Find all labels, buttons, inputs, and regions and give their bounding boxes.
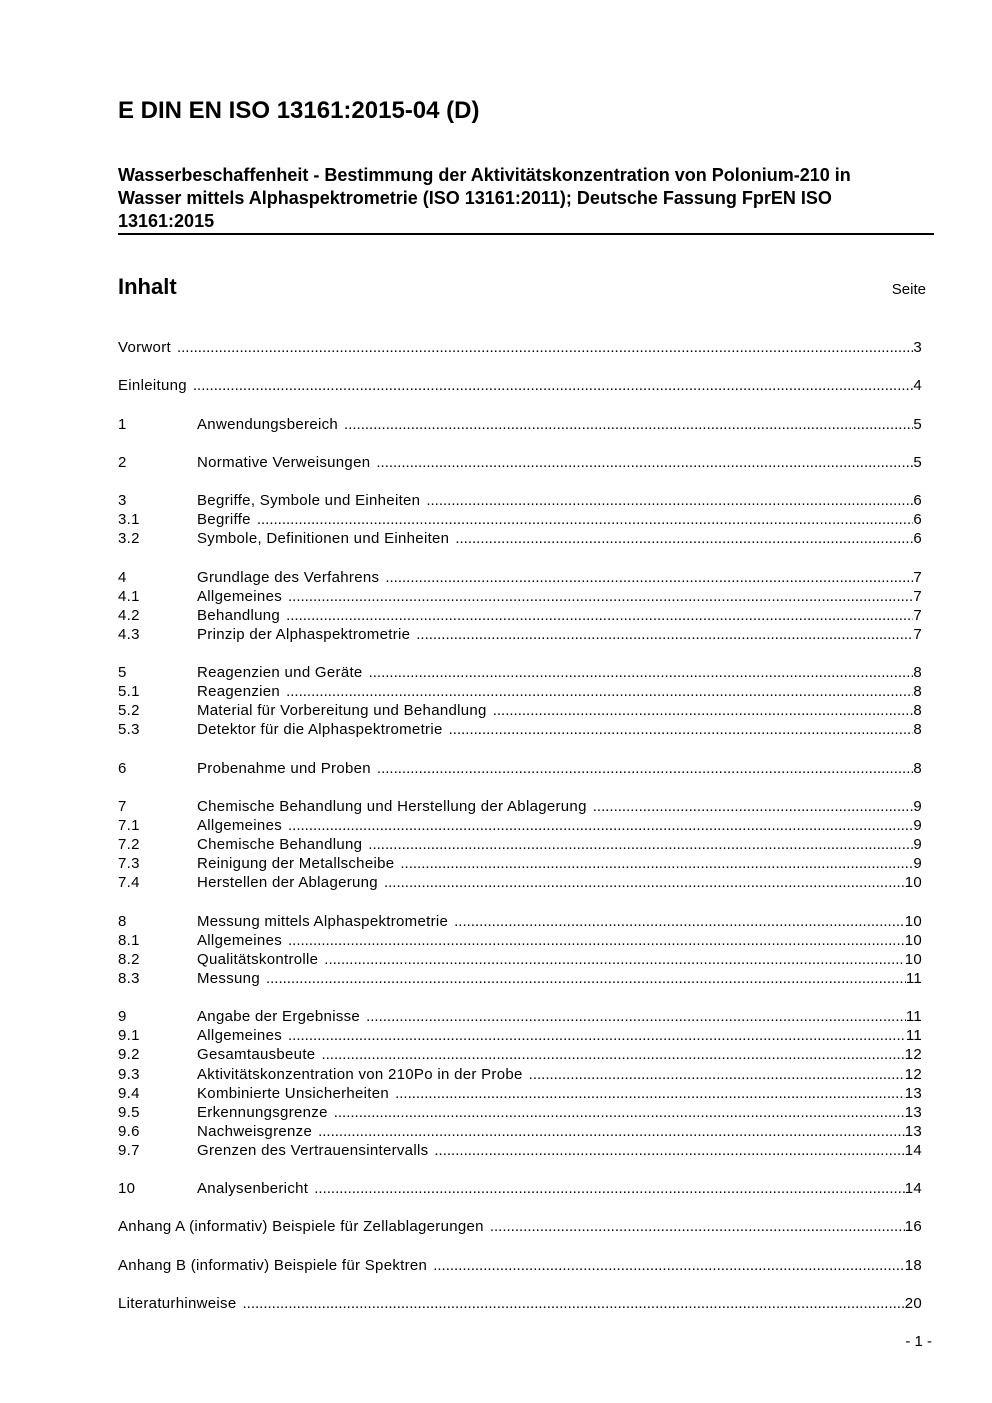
toc-entry-number: 5.1 [118, 683, 140, 701]
toc-entry-page: 16 [904, 1218, 922, 1236]
toc-entry-title: Material für Vorbereitung und Behandlung [197, 702, 487, 720]
toc-entry-page: 7 [913, 568, 922, 586]
toc-entry[interactable] [118, 683, 922, 702]
toc-dot-leader [400, 855, 913, 872]
toc-dot-leader [288, 932, 905, 949]
toc-entry-number: 9.2 [118, 1046, 140, 1064]
toc-dot-leader [266, 970, 906, 987]
page-footer-number: - 1 - [905, 1333, 932, 1350]
toc-entry[interactable] [118, 913, 922, 932]
toc-entry[interactable] [118, 1180, 922, 1199]
toc-entry-page: 11 [905, 1008, 922, 1026]
toc-entry-title: Detektor für die Alphaspektrometrie [197, 721, 443, 739]
toc-entry-page: 10 [904, 950, 922, 968]
toc-entry-number: 8.3 [118, 969, 140, 987]
toc-entry-number: 4.2 [118, 606, 140, 624]
toc-entry-page: 13 [904, 1103, 922, 1121]
toc-entry-title: Allgemeines [197, 931, 283, 949]
toc-entry-title: Gesamtausbeute [197, 1046, 316, 1064]
toc-entry-title: Messung mittels Alphaspektrometrie [197, 912, 449, 930]
toc-entry-title: Begriffe [197, 511, 251, 529]
toc-dot-leader [377, 760, 913, 777]
toc-entry-title: Behandlung [197, 606, 281, 624]
toc-entry-number: 2 [118, 453, 127, 471]
toc-entry[interactable] [118, 1295, 922, 1314]
toc-entry-number: 10 [118, 1180, 136, 1198]
toc-entry-page: 7 [913, 587, 922, 605]
toc-entry-number: 9.4 [118, 1084, 140, 1102]
toc-entry[interactable] [118, 511, 922, 530]
toc-dot-leader [324, 951, 904, 968]
toc-dot-leader [193, 377, 913, 394]
toc-entry-title: Probenahme und Proben [197, 759, 371, 777]
toc-entry-title: Reagenzien und Geräte [197, 664, 363, 682]
toc-entry-title: Symbole, Definitionen und Einheiten [197, 530, 450, 548]
toc-entry-number: 7.2 [118, 836, 140, 854]
toc-dot-leader [243, 1295, 905, 1312]
toc-entry-title: Grenzen des Vertrauensintervalls [197, 1141, 429, 1159]
toc-dot-leader [286, 683, 913, 700]
toc-entry-page: 4 [913, 377, 922, 395]
toc-entry-number: 3.2 [118, 530, 140, 548]
toc-entry-page: 13 [904, 1122, 922, 1140]
toc-entry-page: 6 [913, 492, 922, 510]
toc-entry-title: Grundlage des Verfahrens [197, 568, 380, 586]
toc-entry-title: Allgemeines [197, 817, 283, 835]
toc-entry-page: 6 [913, 530, 922, 548]
toc-entry-number: 9.6 [118, 1122, 140, 1140]
toc-entry-page: 9 [913, 836, 922, 854]
toc-entry-page: 9 [913, 798, 922, 815]
toc-entry-title: Aktivitätskonzentration von 210Po in der Probe [197, 1065, 523, 1083]
toc-dot-leader [395, 1085, 905, 1102]
toc-entry-number: 6 [118, 759, 127, 777]
toc-entry[interactable] [118, 1104, 922, 1123]
toc-entry[interactable] [118, 454, 922, 473]
toc-dot-leader [416, 626, 913, 643]
toc-entry[interactable] [118, 932, 922, 951]
table-of-contents [118, 339, 922, 1314]
toc-entry-page: 9 [913, 817, 922, 835]
toc-entry-page: 20 [904, 1295, 922, 1312]
toc-entry-title: Nachweisgrenze [197, 1122, 313, 1140]
toc-entry-page: 11 [905, 969, 922, 987]
toc-entry-page: 12 [904, 1046, 922, 1064]
toc-dot-leader [321, 1046, 904, 1063]
toc-entry-title: Anhang B (informativ) Beispiele für Spektren [118, 1256, 428, 1274]
toc-dot-leader [288, 1027, 906, 1044]
toc-dot-leader [385, 569, 913, 586]
toc-entry[interactable] [118, 492, 922, 511]
toc-entry-title: Qualitätskontrolle [197, 950, 319, 968]
toc-entry-number: 9.1 [118, 1027, 140, 1045]
toc-entry-title: Herstellen der Ablagerung [197, 874, 378, 892]
toc-dot-leader [366, 1008, 906, 1025]
toc-entry-title: Prinzip der Alphaspektrometrie [197, 625, 411, 643]
toc-entry-title: Anhang A (informativ) Beispiele für Zellablagerungen [118, 1218, 484, 1236]
toc-entry-page: 10 [904, 931, 922, 949]
toc-dot-leader [314, 1180, 904, 1197]
toc-entry-page: 12 [904, 1065, 922, 1083]
toc-entry-title: Allgemeines [197, 1027, 283, 1045]
toc-entry-number: 5.2 [118, 702, 140, 720]
toc-entry-number: 9.3 [118, 1065, 140, 1083]
toc-entry[interactable] [118, 664, 922, 683]
toc-entry[interactable] [118, 970, 922, 989]
toc-entry-number: 5 [118, 664, 127, 682]
toc-entry-page: 14 [904, 1180, 922, 1198]
toc-entry-title: Kombinierte Unsicherheiten [197, 1084, 390, 1102]
toc-entry-number: 7.4 [118, 874, 140, 892]
toc-entry-number: 7.1 [118, 817, 140, 835]
toc-dot-leader [433, 1257, 905, 1274]
page-column-label: Seite [891, 281, 926, 298]
document-title: E DIN EN ISO 13161:2015-04 (D) [118, 97, 480, 124]
toc-dot-leader [369, 664, 914, 681]
toc-entry-page: 5 [913, 415, 922, 433]
toc-entry-number: 5.3 [118, 721, 140, 739]
toc-entry[interactable] [118, 1085, 922, 1104]
toc-entry[interactable] [118, 626, 922, 645]
toc-dot-leader [376, 454, 913, 471]
toc-entry-number: 9.7 [118, 1141, 140, 1159]
toc-entry[interactable] [118, 416, 922, 435]
toc-entry-number: 3 [118, 492, 127, 510]
toc-entry-page: 5 [913, 453, 922, 471]
toc-entry-title: Vorwort [118, 339, 171, 356]
toc-dot-leader [490, 1218, 905, 1235]
toc-dot-leader [177, 339, 913, 356]
toc-entry-title: Allgemeines [197, 587, 283, 605]
toc-entry[interactable] [118, 1123, 922, 1142]
toc-entry[interactable] [118, 607, 922, 626]
toc-entry-number: 7.3 [118, 855, 140, 873]
toc-entry[interactable] [118, 530, 922, 549]
toc-entry-number: 9.5 [118, 1103, 140, 1121]
toc-entry-number: 9 [118, 1008, 127, 1026]
toc-entry[interactable] [118, 721, 922, 740]
toc-entry[interactable] [118, 855, 922, 874]
toc-entry-page: 8 [913, 664, 922, 682]
toc-entry-title: Chemische Behandlung [197, 836, 363, 854]
toc-entry-number: 4.3 [118, 625, 140, 643]
toc-entry-title: Reagenzien [197, 683, 281, 701]
toc-entry-title: Einleitung [118, 377, 187, 395]
toc-entry[interactable] [118, 951, 922, 970]
toc-entry-page: 8 [913, 721, 922, 739]
toc-entry-page: 14 [904, 1141, 922, 1159]
toc-entry[interactable] [118, 702, 922, 721]
toc-dot-leader [288, 588, 913, 605]
toc-entry-number: 8.2 [118, 950, 140, 968]
toc-entry[interactable] [118, 1008, 922, 1027]
toc-entry[interactable] [118, 760, 922, 779]
document-subtitle: Wasserbeschaffenheit - Bestimmung der Aktivitätskonzentration von Polonium-210 in Wasser mittels Alphaspektrometrie (ISO 13161:2011); Deutsche Fassung FprEN ISO 13161:2015 [118, 165, 851, 231]
toc-dot-leader [449, 721, 914, 738]
toc-entry-page: 18 [904, 1256, 922, 1274]
toc-entry-page: 7 [913, 606, 922, 624]
toc-entry-number: 4 [118, 568, 127, 586]
toc-entry-number: 3.1 [118, 511, 140, 529]
toc-entry-title: Normative Verweisungen [197, 453, 371, 471]
toc-entry-page: 9 [913, 855, 922, 873]
toc-dot-leader [334, 1104, 905, 1121]
toc-entry-page: 13 [904, 1084, 922, 1102]
toc-dot-leader [434, 1142, 904, 1159]
toc-entry-number: 8 [118, 912, 127, 930]
toc-entry[interactable] [118, 874, 922, 893]
toc-entry[interactable] [118, 569, 922, 588]
toc-entry-number: 4.1 [118, 587, 140, 605]
toc-dot-leader [493, 702, 914, 719]
title-divider [118, 233, 934, 235]
toc-entry-page: 10 [904, 874, 922, 892]
toc-entry-page: 8 [913, 683, 922, 701]
toc-dot-leader [455, 530, 913, 547]
toc-dot-leader [288, 817, 913, 834]
toc-entry[interactable] [118, 339, 922, 358]
toc-dot-leader [257, 511, 914, 528]
toc-dot-leader [344, 416, 913, 433]
toc-dot-leader [286, 607, 913, 624]
toc-entry-number: 1 [118, 415, 127, 433]
toc-entry[interactable] [118, 798, 922, 817]
toc-entry[interactable] [118, 1046, 922, 1065]
toc-entry[interactable] [118, 1027, 922, 1046]
toc-entry-title: Messung [197, 969, 260, 987]
toc-entry-title: Erkennungsgrenze [197, 1103, 328, 1121]
toc-entry-title: Reinigung der Metallscheibe [197, 855, 395, 873]
toc-entry[interactable] [118, 836, 922, 855]
toc-entry-title: Chemische Behandlung und Herstellung der Ablagerung [197, 798, 587, 815]
toc-dot-leader [318, 1123, 905, 1140]
toc-entry-page: 7 [913, 625, 922, 643]
toc-entry-page: 8 [913, 702, 922, 720]
toc-entry[interactable] [118, 1066, 922, 1085]
toc-dot-leader [454, 913, 905, 930]
toc-heading: Inhalt [118, 274, 177, 299]
toc-entry-title: Anwendungsbereich [197, 415, 339, 433]
toc-entry-title: Begriffe, Symbole und Einheiten [197, 492, 421, 510]
toc-entry-number: 7 [118, 798, 127, 815]
toc-entry-title: Literaturhinweise [118, 1295, 237, 1312]
toc-dot-leader [368, 836, 913, 853]
toc-entry-page: 11 [905, 1027, 922, 1045]
toc-entry[interactable] [118, 817, 922, 836]
toc-entry-page: 3 [913, 339, 922, 356]
toc-dot-leader [529, 1066, 905, 1083]
toc-entry-number: 8.1 [118, 931, 140, 949]
toc-entry-page: 8 [913, 759, 922, 777]
toc-entry[interactable] [118, 1142, 922, 1161]
toc-entry-title: Angabe der Ergebnisse [197, 1008, 361, 1026]
toc-dot-leader [426, 492, 913, 509]
toc-entry[interactable] [118, 1257, 922, 1276]
toc-entry[interactable] [118, 588, 922, 607]
toc-dot-leader [384, 874, 905, 891]
toc-entry[interactable] [118, 1218, 922, 1237]
toc-dot-leader [593, 798, 914, 815]
toc-entry-page: 10 [904, 912, 922, 930]
toc-entry-title: Analysenbericht [197, 1180, 309, 1198]
toc-entry[interactable] [118, 377, 922, 396]
toc-entry-page: 6 [913, 511, 922, 529]
